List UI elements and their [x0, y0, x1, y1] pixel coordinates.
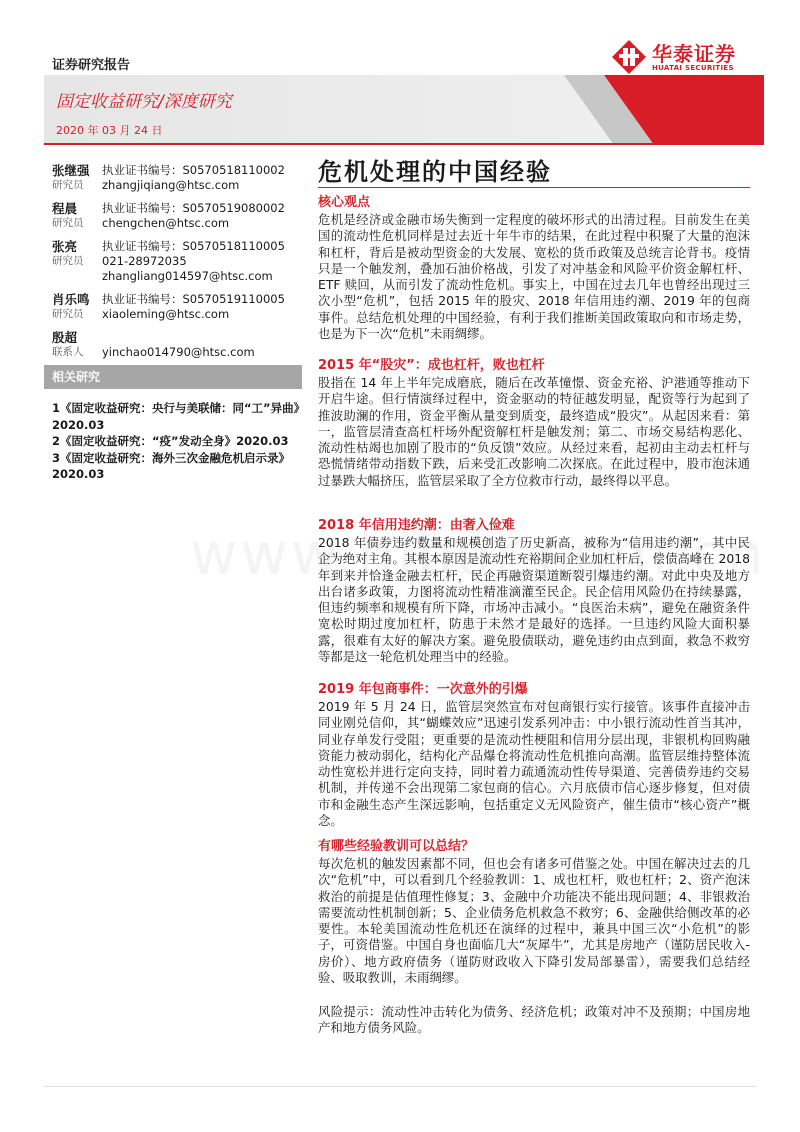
logo-name-en: HUATAI SECURITIES	[652, 64, 734, 72]
section-2015	[318, 357, 750, 489]
license-number: S0570518110002	[182, 163, 285, 177]
report-category: 固定收益研究/深度研究	[56, 92, 232, 112]
license-label: 执业证书编号：	[102, 201, 183, 215]
analyst-card	[52, 239, 302, 284]
section-body: 每次危机的触发因素都不同，但也会有诸多可借鉴之处。中国在解决过去的几次“危机”中，可以看到几个经验教训：1、成也杠杆，败也杠杆；2、资产泡沫救治的前提是估值理性修复；3、金融中介功能决不能出现问题；4、非银救治需要流动性机制创新；5、企业债务危机救急不救穷；6、金融供给侧改革的必要性。本轮美国流动性危机还在演绎的过程中，兼具中国三次“小危机”的影子，可资借鉴。中国自身也面临几大“灰犀牛”，尤其是房地产（谨防居民收入-房价）、地方政府债务（谨防财政收入下降引发局部暴雷），需要我们总结经验、吸取教训，未雨绸缪。	[318, 856, 750, 986]
analyst-email: chengchen@htsc.com	[102, 216, 230, 230]
section-body: 2018 年债券违约数量和规模创造了历史新高，被称为“信用违约潮”，其中民企为绝对主角。其根本原因是流动性充裕期间企业加杠杆后，偿债高峰在 2018 年到来并恰逢金融去杠杆，民企再融资渠道断裂引爆违约潮。对此中央及地方出台诸多政策，力图将流动性精准滴灌至民企。民企信用风险仍在持续暴露，但违约频率和规模有所下降，市场冲击减小。“良医治未病”，避免在融资条件宽松时期过度加杠杆，防患于未然才是最好的选择。一旦违约风险大面积暴露，很难有太好的解决方案。避免股债联动，避免违约由点到面，救急不救穷等都是这一轮危机处理当中的经验。	[318, 535, 750, 665]
analyst-name: 程晨	[52, 201, 78, 216]
section-2018	[318, 517, 750, 665]
report-title: 危机处理的中国经验	[318, 158, 552, 186]
analyst-email: zhangjiqiang@htsc.com	[102, 178, 240, 192]
analyst-card	[52, 292, 302, 322]
analyst-role: 研究员	[52, 255, 84, 267]
license-label: 执业证书编号：	[102, 292, 183, 306]
related-research-item[interactable]: 1《固定收益研究：央行与美联储：同“工”异曲》2020.03	[52, 401, 300, 432]
section-lessons	[318, 838, 750, 986]
section-heading: 有哪些经验教训可以总结？	[318, 839, 475, 854]
risk-warning: 风险提示：流动性冲击转化为债务、经济危机；政策对冲不及预期；中国房地产和地方债务风险。	[318, 1004, 750, 1036]
footer-divider	[44, 1086, 756, 1087]
analyst-name: 张亮	[52, 239, 78, 254]
analyst-role: 研究员	[52, 217, 84, 229]
related-research-list	[52, 400, 300, 483]
analyst-email: xiaoleming@htsc.com	[102, 307, 230, 321]
analyst-email: zhangliang014597@htsc.com	[102, 269, 273, 283]
related-research-heading: 相关研究	[44, 365, 302, 389]
section-2019	[318, 681, 750, 829]
analyst-list	[52, 163, 302, 368]
analyst-card	[52, 201, 302, 231]
analyst-card	[52, 163, 302, 193]
license-label: 执业证书编号：	[102, 163, 183, 177]
section-heading: 2019 年包商事件：一次意外的引爆	[318, 682, 528, 697]
title-divider	[318, 187, 750, 188]
analyst-phone: 021-28972035	[102, 254, 187, 268]
report-date: 2020 年 03 月 24 日	[56, 124, 163, 137]
analyst-email: yinchao014790@htsc.com	[102, 345, 255, 359]
analyst-name: 肖乐鸣	[52, 292, 90, 307]
related-research-item[interactable]: 3《固定收益研究：海外三次金融危机启示录》2020.03	[52, 450, 290, 481]
license-label: 执业证书编号：	[102, 239, 183, 253]
license-number: S0570518110005	[182, 239, 285, 253]
logo-name-cn: 华泰证券	[652, 42, 736, 66]
section-body: 股指在 14 年上半年完成磨底，随后在改革憧憬、资金充裕、沪港通等推动下开启牛途。但行情演绎过程中，资金驱动的特征越发明显，配资等行为起到了推波助澜的作用，资金平衡从量变到质变，最终造成“股灾”。从起因来看：第一，监管层清查高杠杆场外配资解杠杆是触发剂；第二、市场交易结构恶化、流动性枯竭也加剧了股市的“负反馈”效应。从经过来看，起初由主动去杠杆与恐慌情绪带动指数下跌，后来受汇改影响二次探底。在此过程中，股市泡沫通过暴跌大幅挤压，监管层采取了全方位救市行动，最终得以平息。	[318, 375, 750, 488]
license-number: S0570519110005	[182, 292, 285, 306]
license-number: S0570519080002	[182, 201, 285, 215]
analyst-name: 张继强	[52, 163, 90, 178]
analyst-card	[52, 330, 302, 360]
section-body: 危机是经济或金融市场失衡到一定程度的破坏形式的出清过程。目前发生在美国的流动性危机同样是过去近十年牛市的结果，在此过程中积聚了大量的泡沫和杠杆，背后是被动型资金的大发展、宽松的货币政策及总统言论背书。疫情只是一个触发剂，叠加石油价格战，引发了对冲基金和风险平价资金解杠杆、ETF 赎回，从而引发了流动性危机。事实上，中国在过去几年也曾经出现过三次小型“危机”，包括 2015 年的股灾、2018 年信用违约潮、2019 年的包商事件。总结危机处理的中国经验，有利于我们推断美国政策取向和市场走势，也是为下一次“危机”未雨绸缪。	[318, 212, 750, 342]
analyst-name: 殷超	[52, 330, 78, 345]
related-research-item[interactable]: 2《固定收益研究：“疫”发动全身》2020.03	[52, 434, 289, 448]
document-type: 证券研究报告	[52, 58, 131, 73]
logo-mark-icon	[612, 40, 646, 74]
analyst-role: 联系人	[52, 346, 84, 358]
section-heading: 核心观点	[318, 195, 371, 210]
section-body: 2019 年 5 月 24 日，监管层突然宣布对包商银行实行接管。该事件直接冲击同业刚兑信仰，其“蝴蝶效应”迅速引发系列冲击：中小银行流动性首当其冲，同业存单发行受阻；更重要的是流动性梗阻和信用分层出现，非银机构回购融资能力被动弱化，结构化产品爆仓将流动性危机推向高潮。监管层维持整体流动性宽松并进行定向支持，同时着力疏通流动性传导渠道、完善债券违约交易机制，并传递不会出现第二家包商的信心。六月底债市信心逐步修复，但对债市和金融生态产生深远影响，包括重定义无风险资产，催生债市“核心资产”概念。	[318, 699, 750, 829]
section-core-views	[318, 194, 750, 342]
section-heading: 2018 年信用违约潮：由奢入俭难	[318, 518, 515, 533]
analyst-role: 研究员	[52, 179, 84, 191]
analyst-role: 研究员	[52, 308, 84, 320]
section-heading: 2015 年“股灾”：成也杠杆，败也杠杆	[318, 358, 545, 373]
section-risk	[318, 1004, 750, 1037]
company-logo	[610, 38, 760, 78]
